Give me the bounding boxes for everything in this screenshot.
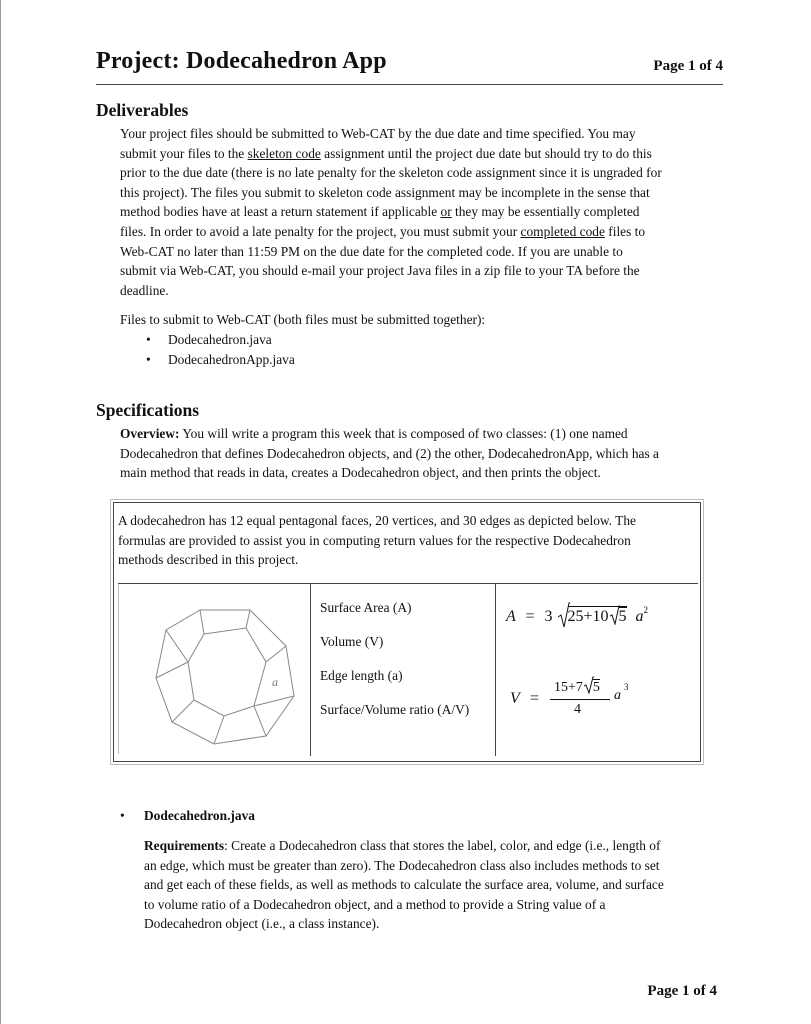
requirements-line-3: and get each of these fields, as well as methods to calculate the surface area, volume, and surface xyxy=(144,877,664,893)
files-list xyxy=(168,330,295,369)
figure-description xyxy=(118,511,694,570)
overview-line-3: main method that reads in data, creates a Dodecahedron object, and then prints the object. xyxy=(120,465,601,481)
overview-line-2: Dodecahedron that defines Dodecahedron objects, and (2) the other, DodecahedronApp, which has a xyxy=(120,445,659,461)
class-file-name: Dodecahedron.java xyxy=(144,808,255,823)
deliverables-line: Web-CAT no later than 11:59 PM on the due date for the completed code. If you are unable to xyxy=(120,243,623,259)
requirements-line-2: an edge, which must be greater than zero). The Dodecahedron class also includes methods to set xyxy=(144,857,660,873)
document-title: Project: Dodecahedron App xyxy=(96,48,387,74)
deliverables-line: Your project files should be submitted to Web-CAT by the due date and time specified. You may xyxy=(120,126,636,141)
formula-volume-lhs: V xyxy=(510,690,520,707)
deliverables-heading: Deliverables xyxy=(96,100,189,120)
formula-volume-var: a xyxy=(614,688,621,703)
page-header xyxy=(96,48,723,85)
fraction-bar xyxy=(550,699,610,700)
deliverables-paragraph xyxy=(120,124,720,300)
figure-text-line-2: formulas are provided to assist you in computing return values for the respective Dodecahedron xyxy=(118,532,631,548)
deliverables-line: this project). The files you submit to skeleton code assignment may be incomplete in the sense that xyxy=(120,184,650,200)
header-page-number: Page 1 of 4 xyxy=(653,58,723,74)
deliverables-line: submit via Web-CAT, you should e-mail your project Java files in a zip file to your TA before the xyxy=(120,263,640,279)
requirements-line-4: to volume ratio of a Dodecahedron object, and a method to provide a String value of a xyxy=(144,896,606,912)
files-intro: Files to submit to Web-CAT (both files must be submitted together): xyxy=(120,312,486,327)
formula-volume-exp: 3 xyxy=(624,682,629,692)
formula-area-root-arg: 5 xyxy=(618,608,627,625)
overview-line-1: You will write a program this week that is composed of two classes: (1) one named xyxy=(179,426,628,441)
formula-area-lhs: A xyxy=(506,608,516,625)
requirements-label: Requirements xyxy=(144,838,225,853)
overview-label: Overview: xyxy=(120,426,180,441)
formula-area-coef: 3 xyxy=(544,608,553,625)
overview-paragraph xyxy=(120,424,720,483)
file-item-dodecahedron-app: • DodecahedronApp.java xyxy=(168,350,295,370)
deliverables-line: prior to the due date (there is no late penalty for the skeleton code assignment since it is ungraded for xyxy=(120,165,662,181)
underlined-term: completed code xyxy=(520,223,605,239)
deliverables-line: method bodies have at least a return statement if applicable or they may be essentially completed xyxy=(120,204,640,220)
surface-area-formula xyxy=(506,602,648,628)
edge-label: a xyxy=(272,675,278,689)
deliverables-line: files. In order to avoid a late penalty for the project, you must submit your completed code files to xyxy=(120,223,646,239)
formula-area-var: a xyxy=(635,608,644,625)
requirements-line-5: Dodecahedron object (i.e., a class instance). xyxy=(144,916,380,932)
deliverables-line: deadline. xyxy=(120,282,169,298)
requirements-line-1: : Create a Dodecahedron class that stores the label, color, and edge (i.e., length of xyxy=(224,838,661,853)
formula-area-inner: 25+10 xyxy=(567,608,609,625)
formula-area-exp: 2 xyxy=(643,605,649,615)
formula-area-eq: = xyxy=(525,608,535,625)
dodecahedron-figure-box xyxy=(113,502,701,762)
underlined-term: skeleton code xyxy=(247,145,321,161)
volume-formula xyxy=(510,678,690,738)
formula-volume-eq: = xyxy=(530,690,540,707)
formula-table xyxy=(118,583,698,756)
file-item-dodecahedron: • Dodecahedron.java xyxy=(168,330,295,350)
formula-volume-numerator: 15+7 xyxy=(554,680,583,695)
specifications-heading: Specifications xyxy=(96,400,200,420)
property-edge-length: Edge length (a) xyxy=(320,668,403,683)
property-surface-volume-ratio: Surface/Volume ratio (A/V) xyxy=(320,702,470,717)
figure-text-line-3: methods described in this project. xyxy=(118,552,299,568)
deliverables-line: submit your files to the skeleton code assignment until the project due date but should try to do this xyxy=(120,145,652,161)
page-left-edge xyxy=(0,0,1,1024)
footer-page-number: Page 1 of 4 xyxy=(647,983,717,999)
formula-volume-denominator: 4 xyxy=(574,702,581,717)
figure-text-line-1: A dodecahedron has 12 equal pentagonal faces, 20 vertices, and 30 edges as depicted below. The xyxy=(118,513,636,528)
property-surface-area: Surface Area (A) xyxy=(320,600,412,615)
requirements-paragraph xyxy=(144,836,724,934)
formula-volume-root-arg: 5 xyxy=(592,680,600,695)
property-volume: Volume (V) xyxy=(320,634,384,649)
dodecahedron-drawing xyxy=(154,600,296,748)
underlined-term: or xyxy=(440,204,452,220)
